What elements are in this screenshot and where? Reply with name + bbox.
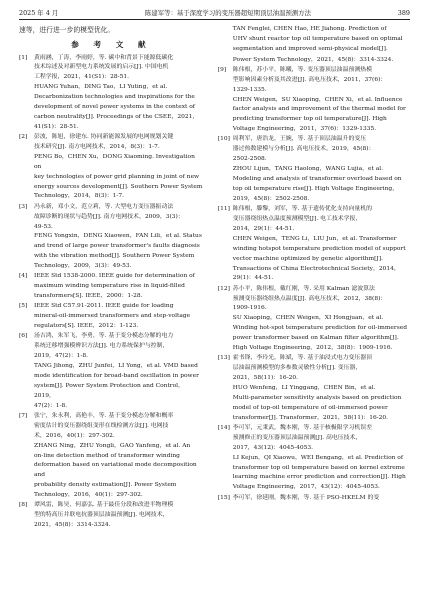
reference-line: 彭波，陈旭，徐建东. 协同新能源发展的电网规划关键 [34, 134, 174, 141]
reference-number: [15] [217, 494, 230, 501]
reference-entry [218, 205, 410, 284]
reference-line: Decarbonization technologies and inspirations for the [34, 94, 195, 101]
reference-line: 冯永新，邓小文，范立莉，等. 大型电力变压器振动法 [34, 203, 174, 210]
references-list-left [19, 54, 204, 532]
reference-entry [19, 54, 204, 133]
reference-entry [218, 285, 410, 354]
reference-number: [8] [19, 502, 28, 509]
reference-entry [218, 135, 410, 204]
reference-line: FENG Yongxin，DENG Xiaowen，FAN Lili，et al. Status [34, 233, 202, 240]
reference-line: carbon neutrality[J]. Proceedings of the CSEE，2021， [34, 113, 199, 120]
reference-continuation-line: UHV shunt reactor top oil temperature based on optimal [232, 36, 403, 43]
reference-line: key technologies of power grid planning in joint of new [34, 173, 200, 180]
reference-line: regulators[S]. IEEE，2012：1-123. [34, 323, 139, 330]
reference-line: development of novel power systems in the context of [34, 104, 195, 111]
reference-line: 2502-2508. [232, 156, 267, 163]
reference-entry [218, 494, 410, 504]
reference-line: 2019，45(8)：2502-2508. [232, 195, 310, 202]
reference-line: maximum winding temperature rise in liquid-filled [34, 283, 185, 290]
reference-line: 李可军，元秉武，魏本刚，等. 基于核极限学习机误差 [232, 424, 373, 431]
reference-line: system[J]. Power System Protection and Control，2019， [34, 382, 184, 399]
reference-entry [19, 302, 204, 332]
reference-line: transformers[S]. IEEE，2000：1-28. [34, 293, 143, 300]
right-column [218, 25, 410, 531]
reference-line: 李可军，徐延刚，魏本刚，等. 基于 PSO-HKELM 的变 [232, 494, 380, 501]
reference-line: 1909-1916. [232, 305, 267, 312]
reference-line: 型影响因素分析及其改进[J]. 高电压技术，2011，37(6)： [232, 76, 387, 83]
reference-entry [218, 66, 410, 135]
reference-line: Voltage Engineering，2017，43(12)：4045-4053. [232, 484, 380, 491]
reference-line: HUO Wenfeng，LI Yinggang，CHEN Bin，et al. [232, 385, 376, 391]
references-list-right [218, 66, 410, 504]
reference-line: mineral-oil-immersed transformers and step-voltage [34, 313, 191, 320]
reference-line: 层油温预测模型的多参数灵敏性分析[J]. 变压器， [232, 365, 362, 372]
reference-line: CHEN Weigen，SU Xiaoping，CHEN Xi，et al. Influence [232, 96, 403, 103]
reference-line: 2021，58(11)：16-20. [232, 375, 299, 382]
reference-line: 49-53. [34, 223, 53, 230]
reference-line: 型的特高压并联电抗器顶层油温预测[J]. 电网技术， [34, 512, 169, 519]
reference-line: 术，2016，40(1)：297-302. [34, 432, 115, 439]
reference-line: 黄雨涵，丁涛，李雨婷，等. 碳中和背景下能源低碳化 [34, 54, 174, 61]
reference-entry [19, 412, 204, 501]
reference-continuation-line: segmentation and improved semi-physical model[J]. [232, 46, 388, 53]
reference-line: TANG Jihong，ZHU Junfei，LI Yong，et al. VMD based [34, 363, 198, 370]
reference-line: 汤吉鸿，朱军飞，李勇，等. 基于变分模态分解的电力 [34, 333, 174, 340]
reference-line: ZHANG Ning，ZHU Yongli，GAO Yanfeng，et al. An [34, 442, 191, 449]
running-header [19, 8, 410, 20]
reference-number: [9] [217, 66, 227, 73]
reference-number: [6] [19, 333, 28, 340]
reference-entry [19, 272, 204, 302]
reference-number: [7] [19, 412, 28, 419]
reference-entry [19, 332, 204, 411]
reference-number: [1] [19, 54, 28, 61]
reference-line: mode identification for broad-band oscillation in power [34, 372, 199, 379]
reference-number: [12] [217, 285, 230, 292]
left-column [19, 25, 204, 531]
reference-line: 变压器绕组热点温度预测模型[J]. 电工技术学报， [232, 216, 362, 222]
reference-line: High Voltage Engineering，2012，38(8)：1909-1916. [232, 345, 393, 352]
reference-entry [19, 203, 204, 272]
reference-line: probability density estimation[J]. Power System [34, 482, 177, 489]
reference-line: Transactions of China Electrotechnical Society，2014， [232, 265, 400, 272]
reference-line: Technology，2009，3(3)：49-53. [34, 263, 132, 270]
reference-line: power transformer based on Kalman filter algorithm[J]. [232, 335, 399, 342]
reference-line: 2014，29(1)：44-51. [232, 225, 295, 232]
reference-line: Technology，2014，8(3)：1-7. [34, 193, 125, 200]
reference-line: 系统迁移增强模辨识方法[J]. 电力系统保护与控制， [34, 343, 169, 350]
reference-line: Voltage Engineering，2011，37(6)：1329-1335. [232, 126, 377, 133]
reference-line: and trend of large power transformer's faults diagnosis [34, 243, 200, 250]
reference-continuation [218, 25, 410, 66]
reference-line: IEEE Std 1538-2000. IEEE guide for determination of [34, 273, 195, 280]
reference-line: 霍书锋，李玲光，陈斌，等. 基于油浸式电力变压器顶 [232, 355, 373, 362]
reference-line: 谭风雷，陈昊，何嘉弘. 基于最佳分段和改进半物理模 [34, 502, 174, 509]
reference-line: 陈伟根，滕黎，刘军，等. 基于遗传优化支持向量机的 [232, 206, 373, 213]
reference-line: PENG Bo，CHEN Xu，DONG Xiaoming. Investigation on [34, 153, 195, 170]
reference-line: transformer top oil temperature based on kernel extreme [232, 464, 405, 471]
header-page-number: 389 [397, 9, 410, 17]
reference-line: factor analysis and improvement of the thermal model for [232, 106, 406, 113]
reference-line: Multi-parameter sensitivity analysis based on prediction [232, 394, 402, 401]
reference-line: learning machine error prediction and correction[J]. High [232, 474, 406, 481]
reference-entry [19, 133, 204, 202]
reference-line: Modeling and analysis of transformer overload based on [232, 176, 402, 183]
two-column-body [19, 25, 410, 531]
reference-line: Winding hot-spot temperature prediction for oil-immersed [232, 325, 408, 332]
reference-line: 29(1)：44-51. [232, 275, 274, 282]
reference-line: 密度估计的变压器绕组变形在线检测方法[J]. 电网技 [34, 422, 169, 429]
reference-line: IEEE Std C57.91-2011. IEEE guide for loading [34, 303, 174, 310]
references-heading: 参 考 文 献 [71, 39, 152, 49]
reference-line: 故障诊断的现状与趋势[J]. 南方电网技术，2009，3(3)： [34, 213, 184, 220]
reference-line: 技术研究[J]. 南方电网技术，2014，8(3)：1-7. [34, 143, 160, 150]
reference-line: 2017，43(12)：4045-4053. [232, 444, 314, 451]
reference-line: 苏小平，陈伟根，戴红刚，等. 采用 Kalman 滤波算法 [232, 285, 375, 292]
reference-number: [2] [19, 134, 28, 141]
reference-number: [3] [19, 203, 28, 210]
reference-number: [5] [19, 303, 28, 310]
reference-line: SU Xiaoping，CHEN Weigen，XI Hongjuan，et al. [232, 315, 384, 322]
reference-line: winding hotspot temperature prediction model of support [232, 245, 406, 252]
reference-continuation-line: Power System Technology，2021，45(8)：3314-3324. [232, 56, 394, 63]
reference-number: [4] [19, 273, 28, 280]
reference-line: 陈伟根，苏小平，陈曦，等. 变压器顶层油温预测热模 [232, 66, 373, 73]
reference-entry [218, 354, 410, 423]
reference-line: top oil temperature rise[J]. High Voltage Engineering， [232, 185, 399, 192]
reference-line: CHEN Weigen，TENG Li，LIU Jun，et al. Transformer [232, 235, 397, 242]
reference-line: 工程学报，2021，41(S1)：28-51. [34, 74, 129, 81]
reference-line: LI Kejun，QI Xiaowu，WEI Bengang，et al. Prediction of [232, 454, 404, 461]
reference-line: 41(S1)：28-51. [34, 123, 79, 130]
reference-number: [14] [217, 424, 230, 431]
reference-continuation-line: TAN Fenglei, CHEN Hao, HE Jiahong. Prediction of [232, 26, 387, 32]
reference-number: [11] [217, 206, 230, 213]
reference-number: [10] [217, 136, 230, 143]
reference-entry [218, 424, 410, 493]
reference-line: 预测修正的变压器顶层油温预测[J]. 高电压技术， [232, 434, 362, 441]
reference-line: 张宁，朱永利，高艳丰，等. 基于变分模态分解和概率 [34, 412, 174, 419]
conclusion-tail-text: 速等，进行进一步的模型优化。 [19, 26, 115, 34]
reference-line: deformation based on variational mode decomposition and [34, 462, 197, 479]
reference-line: 47(2)：1-8. [34, 402, 68, 409]
reference-line: on-line detection method of transformer winding [34, 452, 180, 459]
reference-line: transformer[J]. Transformer，2021，58(11)：16-20. [232, 414, 389, 421]
reference-line: 2021，45(8)：3314-3324. [34, 522, 111, 529]
reference-line: predicting transformer top oil temperature[J]. High [232, 116, 387, 123]
reference-line: model of top-oil temperature of oil-immersed power [232, 404, 388, 411]
reference-line: 周利军，唐浩龙，王婉，等. 基于顶层油温升的变压 [232, 136, 367, 143]
reference-line: 技术综述及对新型电力系统发展的启示[J]. 中国电机 [34, 64, 169, 71]
reference-number: [13] [217, 355, 230, 362]
reference-line: energy sources development[J]. Southern Power System [34, 183, 203, 190]
reference-line: 器过热数建模与分析[J]. 高电压技术，2019，45(8)： [232, 146, 375, 153]
reference-line: ZHOU Lijun，TANG Haolong，WANG Lujia，et al. [232, 166, 384, 173]
reference-line: with the vibration method[J]. Southern Power System [34, 253, 195, 260]
header-date: 2025 年 4 月 [19, 9, 59, 17]
reference-line: Technology，2016，40(1)：297-302. [34, 492, 143, 499]
reference-line: 2019，47(2)：1-8. [34, 353, 88, 360]
reference-line: vector machine optimized by genetic algorithm[J]. [232, 255, 383, 262]
reference-line: 预测变压器绕组热点温度[J]. 高电压技术，2012，38(8)： [232, 295, 387, 302]
header-running-title: 陈建军等：基于深度学习的变压器超短期顶层油温预测方法 [144, 9, 312, 17]
reference-line: HUANG Yuhan，DING Tao，LI Yuting，et al. [34, 84, 168, 91]
reference-entry [19, 501, 204, 531]
reference-line: 1329-1335. [232, 86, 267, 93]
